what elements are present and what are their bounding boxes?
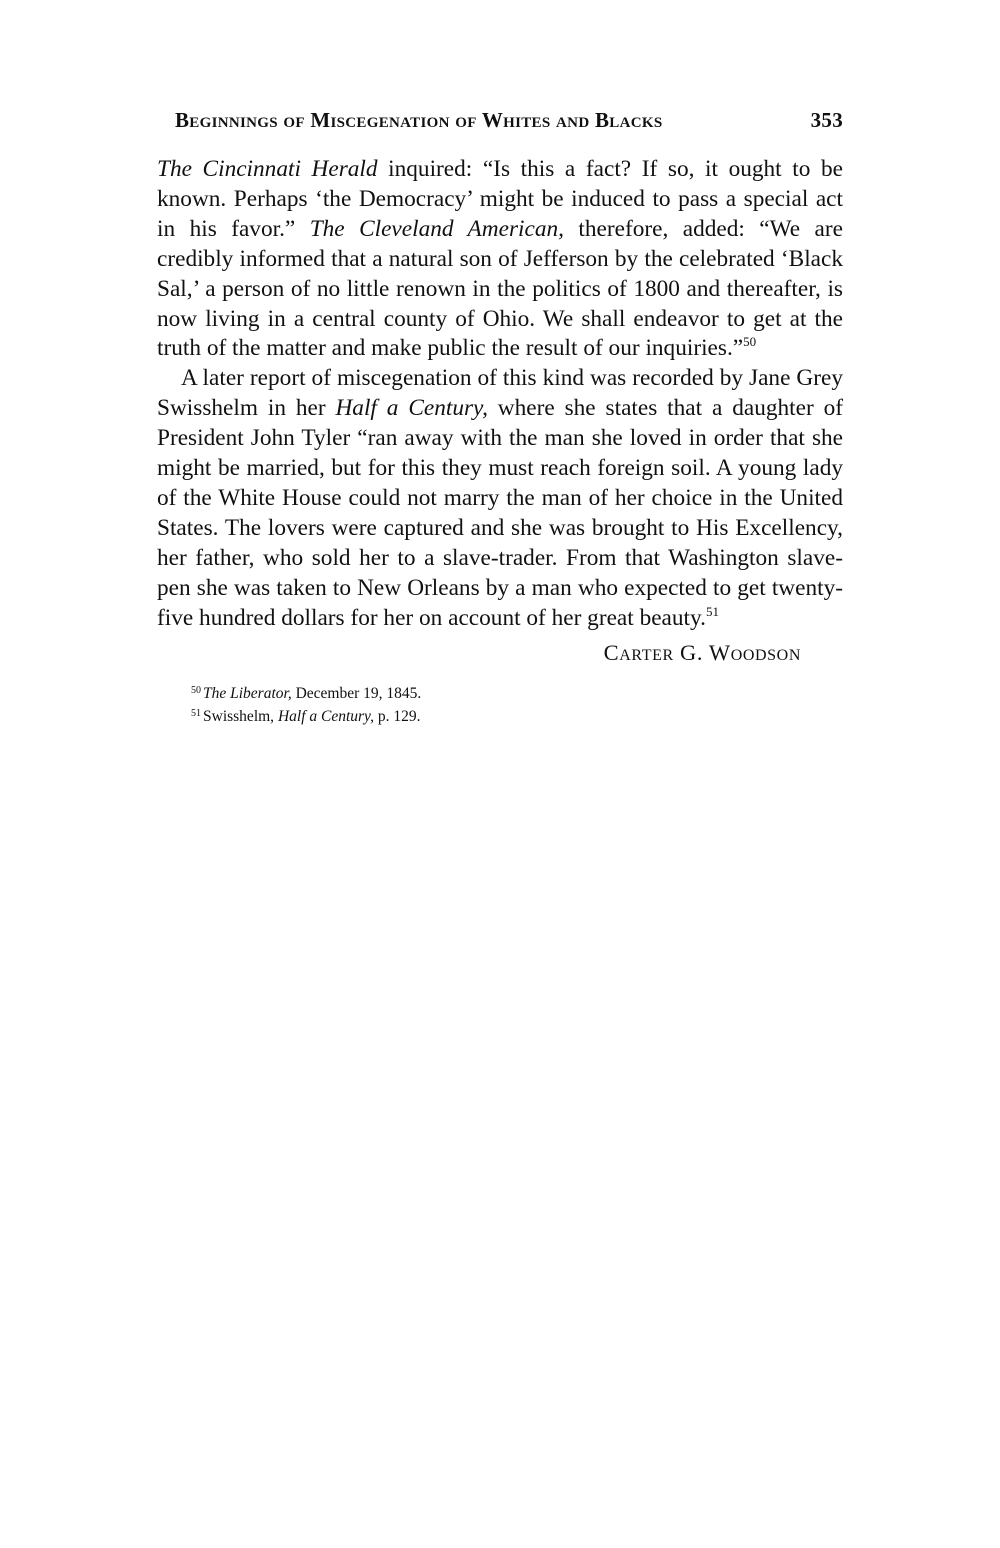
footnote-text: p. 129. [373,707,421,725]
footnote-ref-50: 50 [743,334,757,350]
footnotes [191,682,843,728]
author-signature: Carter G. Woodson [603,639,801,665]
footnote-51 [191,705,843,728]
footnote-50 [191,682,843,705]
footnote-source-title: Half a Century, [277,707,374,725]
footnote-text: December 19, 1845. [291,684,422,702]
page-number: 353 [810,108,843,132]
footnote-source-title: The Liberator, [203,684,292,702]
running-title: Beginnings of Miscegenation of Whites and Blacks [175,108,663,132]
paragraph-2-text-a: A later report of miscegenation of this kind was recorded by Jane Grey Swisshelm in her [157,365,843,422]
footnote-number: 51 [191,707,201,719]
body-text [157,155,843,634]
paragraph-1-text-b: therefore, added: “We are credibly informed that a natural son of Jefferson by the celebrated ‘Black Sal,’ a person of no little renown in the politics of 1800 and thereafter, is now living in a central county of Ohio. We shall endeavor to get at the truth of the matter and make public the result of our inquiries.” [157,215,843,362]
newspaper-title-cleveland-american: The Cleveland American, [309,215,564,242]
paragraph-2-text-b: where she states that a daughter of President John Tyler “ran away with the man she loved in order that she might be married, but for this they must reach foreign soil. A young lady of the White House could not marry the man of her choice in the United States. The lovers were captured and she was brought to His Excellency, her father, who sold her to a slave-trader. From that Washington slave-pen she was taken to New Orleans by a man who expected to get twenty-five hundred dollars for her on account of her great beauty. [157,395,844,631]
book-title-half-a-century: Half a Century, [335,395,488,422]
paragraph-2 [157,364,843,633]
paragraph-1 [157,155,843,364]
footnote-ref-51: 51 [705,603,719,619]
running-head [175,108,843,133]
newspaper-title-cincinnati-herald: The Cincinnati Herald [157,156,378,182]
footnote-number: 50 [191,684,201,696]
paragraph-1-text-a: inquired: “Is this a fact? If so, it ought to be known. Perhaps ‘the Democracy’ might be induced to pass a special act in his favor.” [157,156,843,242]
footnote-author: Swisshelm, [203,707,278,725]
page-content [157,108,843,728]
